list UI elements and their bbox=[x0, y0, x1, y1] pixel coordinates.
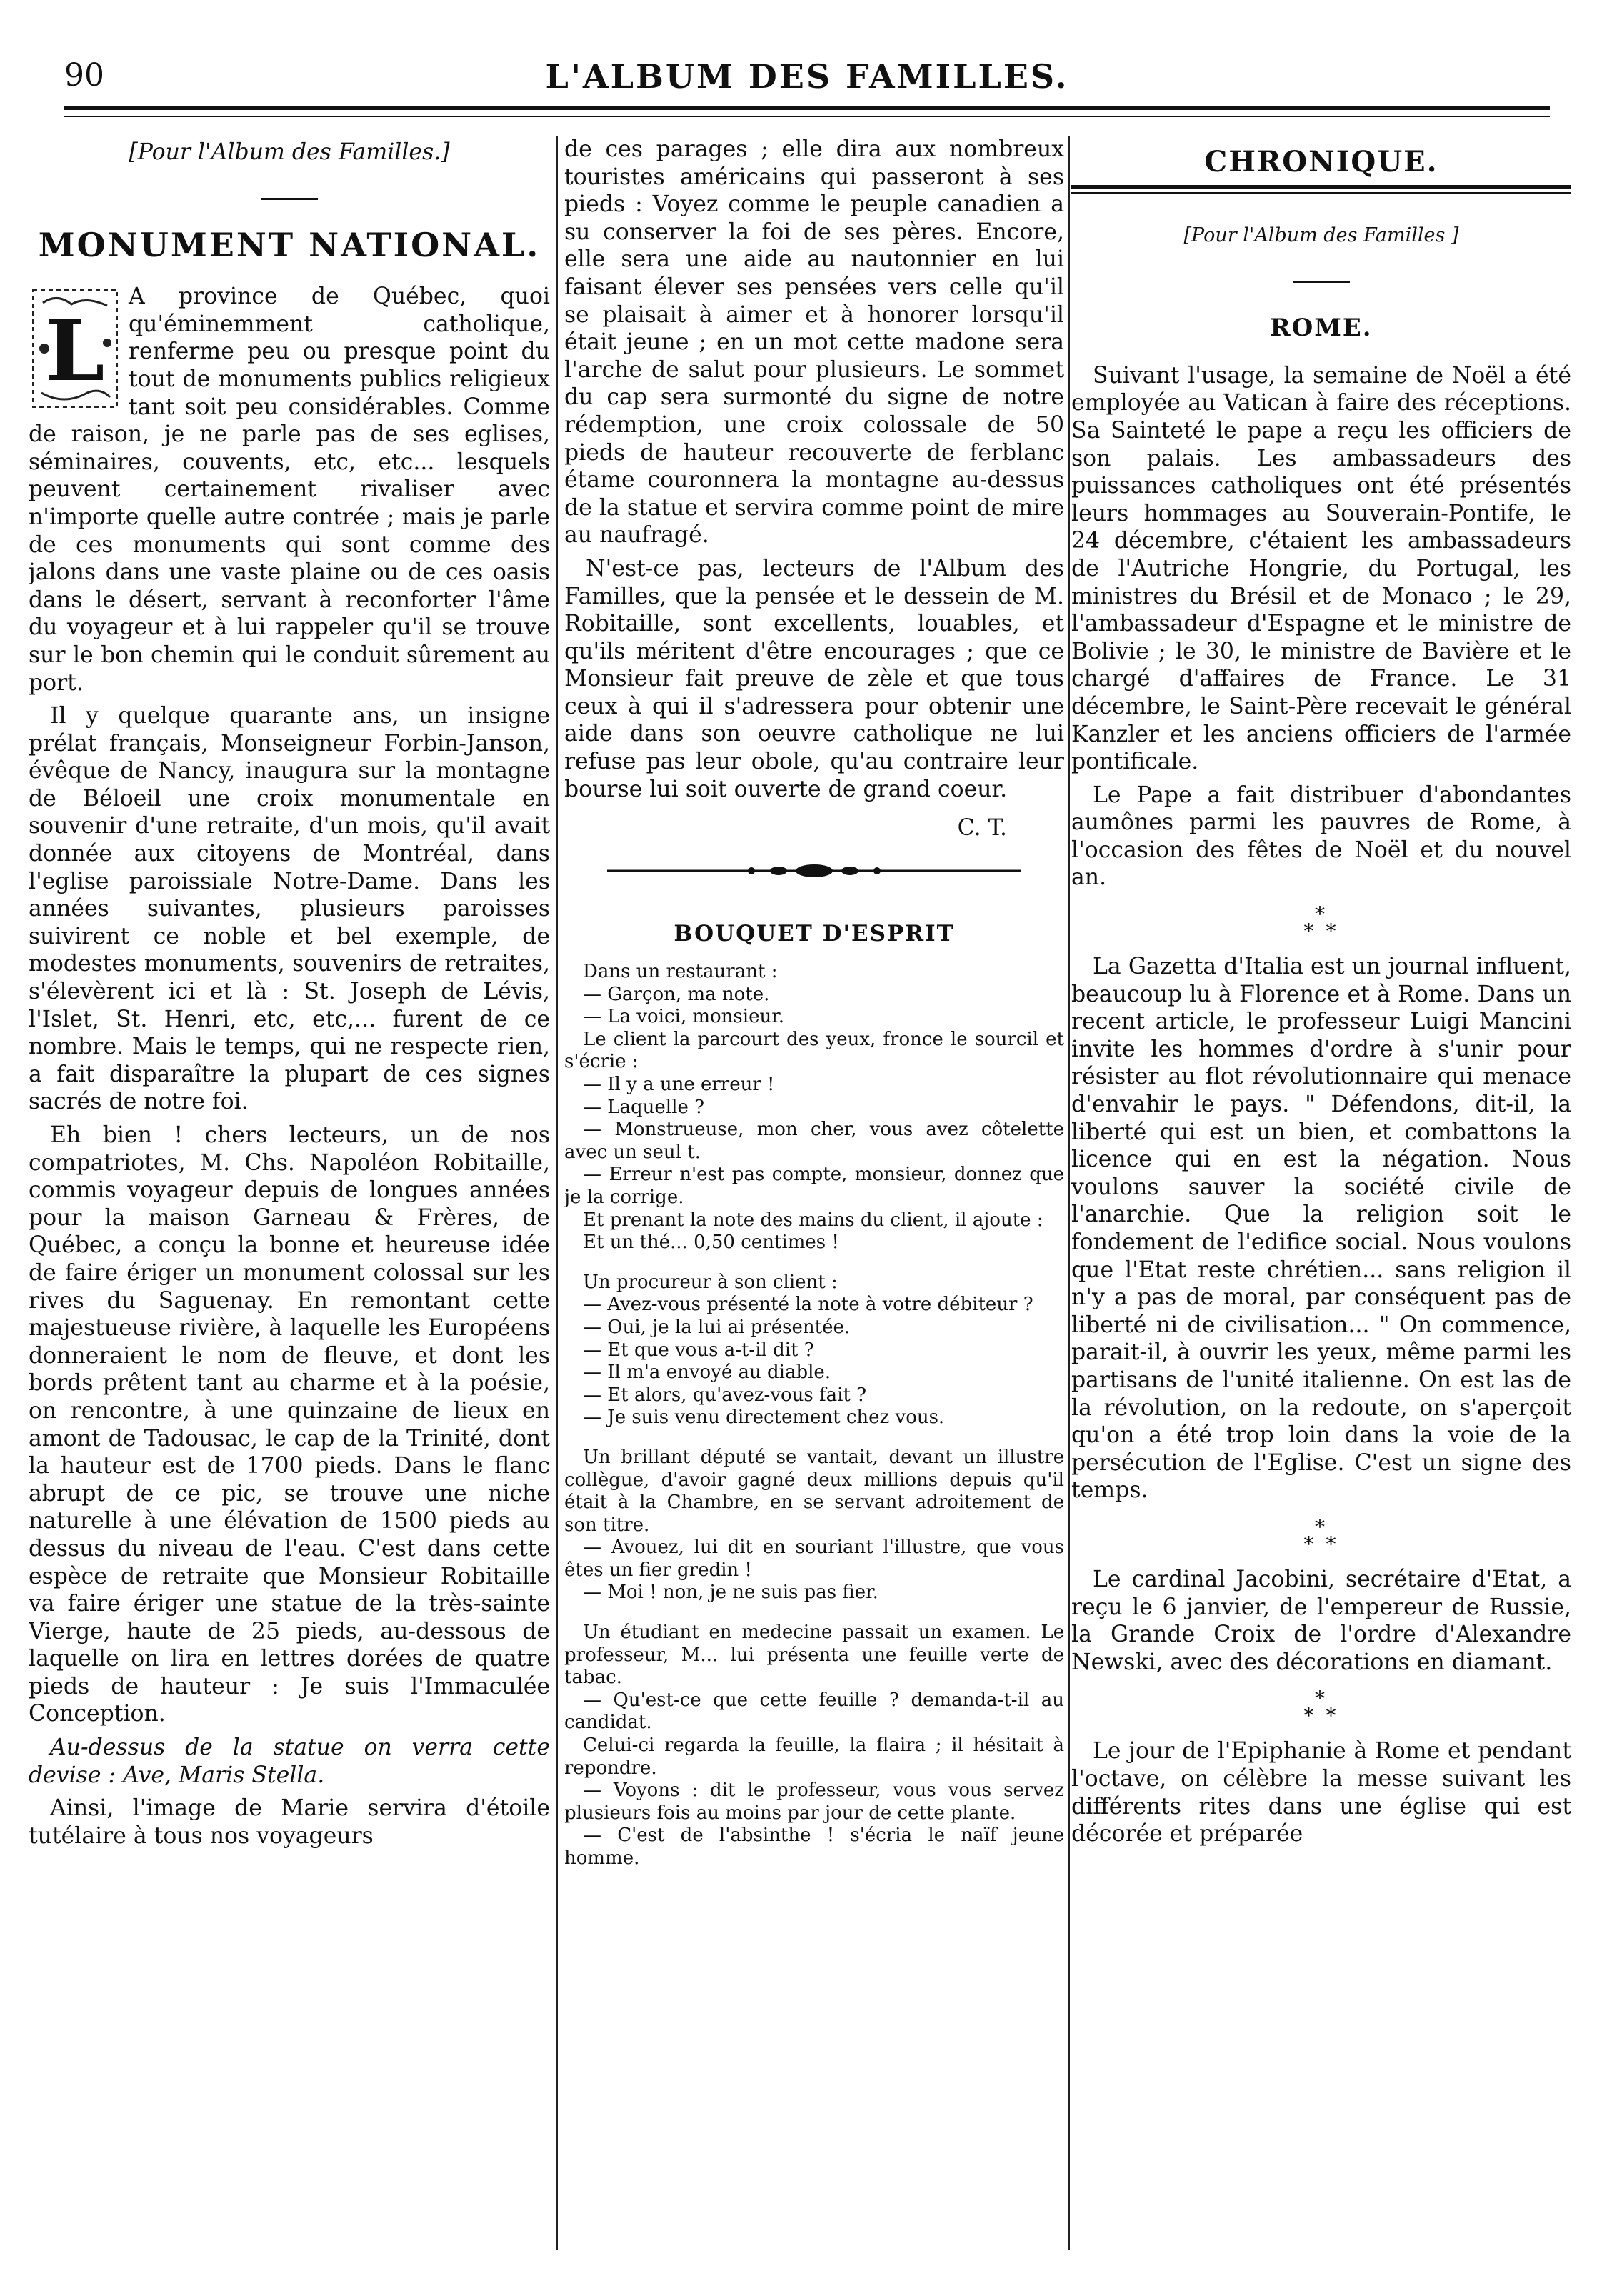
paragraph: Le jour de l'Epiphanie à Rome et pendant l'octave, on célèbre la messe suivant les différents rites dans une église qui est décorée et préparée bbox=[1071, 1738, 1571, 1847]
subsection-title: ROME. bbox=[1270, 314, 1373, 343]
signature: C. T. bbox=[957, 815, 1007, 842]
paragraph: N'est-ce pas, lecteurs de l'Album des Familles, que la pensée et le dessein de M. Robitaille, sont excellents, louables, et qu'ils méritent d'être encourages ; que ce Monsieur fait preuve de zèle et que tous ceux à qui il s'adressera pour obtenir une aide dans son oeuvre catholique ne lui refuse pas leur obole, qu'au contraire leur bourse lui soit ouverte de grand coeur. bbox=[564, 555, 1064, 802]
joke-line: — Oui, je la lui ai présentée. bbox=[583, 1316, 851, 1338]
column-1 bbox=[29, 136, 550, 2250]
joke-line: Celui-ci regarda la feuille, la flaira ; il hésitait à repondre. bbox=[564, 1735, 1064, 1779]
header-rule-thick bbox=[64, 106, 1550, 110]
dropcap-letter: L bbox=[45, 301, 105, 401]
joke-spacer bbox=[564, 1254, 1064, 1272]
paragraph: Le Pape a fait distribuer d'abondantes aumônes parmi les pauvres de Rome, à l'occasion des fêtes de Noël et du nouvel an. bbox=[1071, 782, 1571, 891]
jokes-section bbox=[564, 961, 1064, 1870]
joke-line: — Monstrueuse, mon cher, vous avez côtelette avec un seul t. bbox=[564, 1119, 1064, 1163]
joke-line: Un brillant député se vantait, devant un illustre collègue, d'avoir gagné deux millions depuis qu'il était à la Chambre, en se servant adroitement de son titre. bbox=[564, 1446, 1064, 1536]
joke-line: — Il y a une erreur ! bbox=[583, 1074, 775, 1095]
joke-spacer bbox=[564, 1429, 1064, 1447]
paragraph: de ces parages ; elle dira aux nombreux touristes américains qui passeront à ses pieds : Voyez comme le peuple canadien a su conserver la foi de ses pères. Encore, elle sera une aide au nautonnier en lui faisant élever ses pensées vers celle qu'il se plaisait à aimer et à honorer lorsqu'il était jeune ; en un mot cette madone sera l'arche de salut pour plusieurs. Le sommet du cap sera surmonté du signe de notre rédemption, une croix colossale de 50 pieds de hauteur recouverte de ferblanc étame couronnera la montagne au-dessus de la statue et servira comme point de mire au naufragé. bbox=[564, 136, 1064, 549]
asterism-icon: * * * bbox=[1303, 902, 1339, 944]
section-rule bbox=[1071, 185, 1571, 194]
page-header bbox=[64, 43, 1550, 107]
separator-dash bbox=[261, 198, 318, 200]
paragraph: Suivant l'usage, la semaine de Noël a été employée au Vatican à faire des réceptions. Sa Sainteté le pape a reçu les officiers de son palais. Les ambassadeurs des puissances catholiques ont été présentés leurs hommages au Souverain-Pontife, le 24 décembre, c'étaient les ambassadeurs de l'Autriche Hongrie, du Portugal, les ministres du Brésil et de Monaco ; le 29, l'ambassadeur d'Espagne et le ministre de Bolivie ; le 30, le ministre de Bavière et le chargé d'affaires de France. Le 31 décembre, le Saint-Père recevait le général Kanzler et les anciens officiers de l'armée pontificale. bbox=[1071, 362, 1571, 775]
ornamental-rule-icon bbox=[564, 861, 1064, 881]
article-body bbox=[29, 283, 550, 697]
joke-line: — Et que vous a-t-il dit ? bbox=[583, 1339, 814, 1361]
column-divider-2 bbox=[1068, 136, 1070, 2250]
paragraph: A province de Québec, quoi qu'éminemment catholique, renferme peu ou presque point du tout de monuments publics religieux tant soit peu considérables. Comme de raison, je ne parle pas de ses eglises, séminaires, couvents, etc, etc... lesquels peuvent certainement rivaliser avec n'importe quelle autre contrée ; mais je parle de ces monuments qui sont comme des jalons dans une vaste plaine ou de ces oasis dans le désert, servant à reconforter l'âme du voyageur et à lui rappeler qu'il se trouve sur le bon chemin qui le conduit sûrement au port. bbox=[29, 284, 550, 696]
joke-line: Et un thé... 0,50 centimes ! bbox=[583, 1232, 839, 1254]
paragraph: Au-dessus de la statue on verra cette devise : Ave, Maris Stella. bbox=[29, 1735, 550, 1788]
paragraph: Eh bien ! chers lecteurs, un de nos compatriotes, M. Chs. Napoléon Robitaille, commis voyageur depuis de longues années pour la maison Garneau & Frères, de Québec, a conçu la bonne et heureuse idée de faire ériger un monument colossal sur les rives du Saguenay. En remontant cette majestueuse rivière, à laquelle les Européens donneraient le nom de fleuve, et dont les bords prêtent tant au charme et à la poésie, on rencontre, à une quinzaine de lieux en amont de Tadousac, le cap de la Trinité, dont la hauteur est de 1700 pieds. Dans le flanc abrupt de ce pic, se trouve une niche naturelle à une élévation de 1500 pieds au dessus du niveau de l'eau. C'est dans cette espèce de retraite que Monsieur Robitaille va faire ériger une statue de la très-sainte Vierge, haute de 25 pieds, au-dessous de laquelle on lira en lettres dorées de quatre pieds de hauteur : Je suis l'Immaculée Conception. bbox=[29, 1122, 550, 1727]
separator-dash bbox=[1293, 281, 1350, 283]
joke-line: — Avouez, lui dit en souriant l'illustre, que vous êtes un fier gredin ! bbox=[564, 1537, 1064, 1581]
joke-line: — Avez-vous présenté la note à votre débiteur ? bbox=[583, 1294, 1033, 1316]
asterism-icon: * * * bbox=[1303, 1687, 1339, 1728]
ornamental-dropcap-icon bbox=[29, 286, 121, 411]
joke-line: Un procureur à son client : bbox=[583, 1271, 838, 1293]
joke-line: — Et alors, qu'avez-vous fait ? bbox=[583, 1384, 867, 1406]
article-title: MONUMENT NATIONAL. bbox=[38, 225, 541, 264]
column-2 bbox=[564, 136, 1064, 2250]
header-rule-thin bbox=[64, 116, 1550, 117]
paragraph: Il y quelque quarante ans, un insigne prélat français, Monseigneur Forbin-Janson, évêque de Nancy, inaugura sur la montagne de Béloeil une croix monumentale en souvenir d'une retraite, d'un mois, qu'il avait donnée aux citoyens de Montréal, dans l'eglise paroissiale Notre-Dame. Dans les années suivantes, plusieurs paroisses suivirent ce noble et bel exemple, de modestes monuments, souvenirs de retraites, s'élevèrent ici et là : St. Joseph de Lévis, l'Islet, St. Henri, etc, etc,... furent de ce nombre. Mais le temps, qui ne respecte rien, a fait disparaître la plupart de ces signes sacrés de notre foi. bbox=[29, 703, 550, 1115]
joke-spacer bbox=[564, 1604, 1064, 1622]
joke-line: — Voyons : dit le professeur, vous vous servez plusieurs fois au moins par jour de cette plante. bbox=[564, 1780, 1064, 1824]
paragraph: La Gazetta d'Italia est un journal influent, beaucoup lu à Florence et à Rome. Dans un recent article, le professeur Luigi Mancini invite les hommes d'ordre à s'unir pour résister au flot révolutionnaire qui menace d'envahir le pays. " Défendons, dit-il, la liberté qui est un bien, et combattons la licence qui en est la négation. Nous voulons sauver la société civile de l'anarchie. Que la religion soit le fondement de l'edifice social. Nous voulons que l'Etat reste chrétien... sans religion il n'y a pas de moral, par conséquent pas de liberté ni de civilisation... " On commence, parait-il, à ouvrir les yeux, même parmi les partisans de l'unité italienne. On est las de la révolution, on la redoute, on s'aperçoit qu'on a été trop loin dans la voie de la persécution de l'Eglise. C'est un signe des temps. bbox=[1071, 954, 1571, 1504]
joke-line: Le client la parcourt des yeux, fronce le sourcil et s'écrie : bbox=[564, 1028, 1064, 1073]
paragraph: Le cardinal Jacobini, secrétaire d'Etat, a reçu le 6 janvier, de l'empereur de Russie, la Grande Croix de l'ordre d'Alexandre Newski, avec des décorations en diamant. bbox=[1071, 1566, 1571, 1675]
joke-line: — Il m'a envoyé au diable. bbox=[583, 1362, 831, 1384]
joke-line: — Laquelle ? bbox=[583, 1096, 705, 1118]
column-divider-1 bbox=[556, 136, 558, 2250]
joke-line: — La voici, monsieur. bbox=[583, 1006, 785, 1028]
joke-line: — Erreur n'est pas compte, monsieur, donnez que je la corrige. bbox=[564, 1164, 1064, 1208]
joke-line: Et prenant la note des mains du client, il ajoute : bbox=[583, 1209, 1043, 1231]
joke-line: — Garçon, ma note. bbox=[583, 983, 770, 1005]
column-3 bbox=[1071, 136, 1571, 2250]
section-title: CHRONIQUE. bbox=[1204, 145, 1438, 179]
byline: [Pour l'Album des Familles.] bbox=[129, 139, 450, 165]
paragraph: Ainsi, l'image de Marie servira d'étoile tutélaire à tous nos voyageurs bbox=[29, 1795, 550, 1849]
joke-line: — Je suis venu directement chez vous. bbox=[583, 1407, 945, 1429]
joke-line: Un étudiant en medecine passait un examen. Le professeur, M... lui présenta une feuille verte de tabac. bbox=[564, 1622, 1064, 1689]
running-title: L'ALBUM DES FAMILLES. bbox=[545, 57, 1069, 96]
page-number: 90 bbox=[64, 57, 104, 94]
joke-line: Dans un restaurant : bbox=[583, 961, 778, 983]
byline: [Pour l'Album des Familles ] bbox=[1183, 224, 1459, 246]
joke-line: — Qu'est-ce que cette feuille ? demanda-t-il au candidat. bbox=[564, 1689, 1064, 1734]
joke-line: — C'est de l'absinthe ! s'écria le naïf jeune homme. bbox=[564, 1825, 1064, 1869]
joke-line: — Moi ! non, je ne suis pas fier. bbox=[583, 1582, 878, 1604]
asterism-icon: * * * bbox=[1303, 1514, 1339, 1556]
section-title: BOUQUET D'ESPRIT bbox=[674, 921, 955, 947]
